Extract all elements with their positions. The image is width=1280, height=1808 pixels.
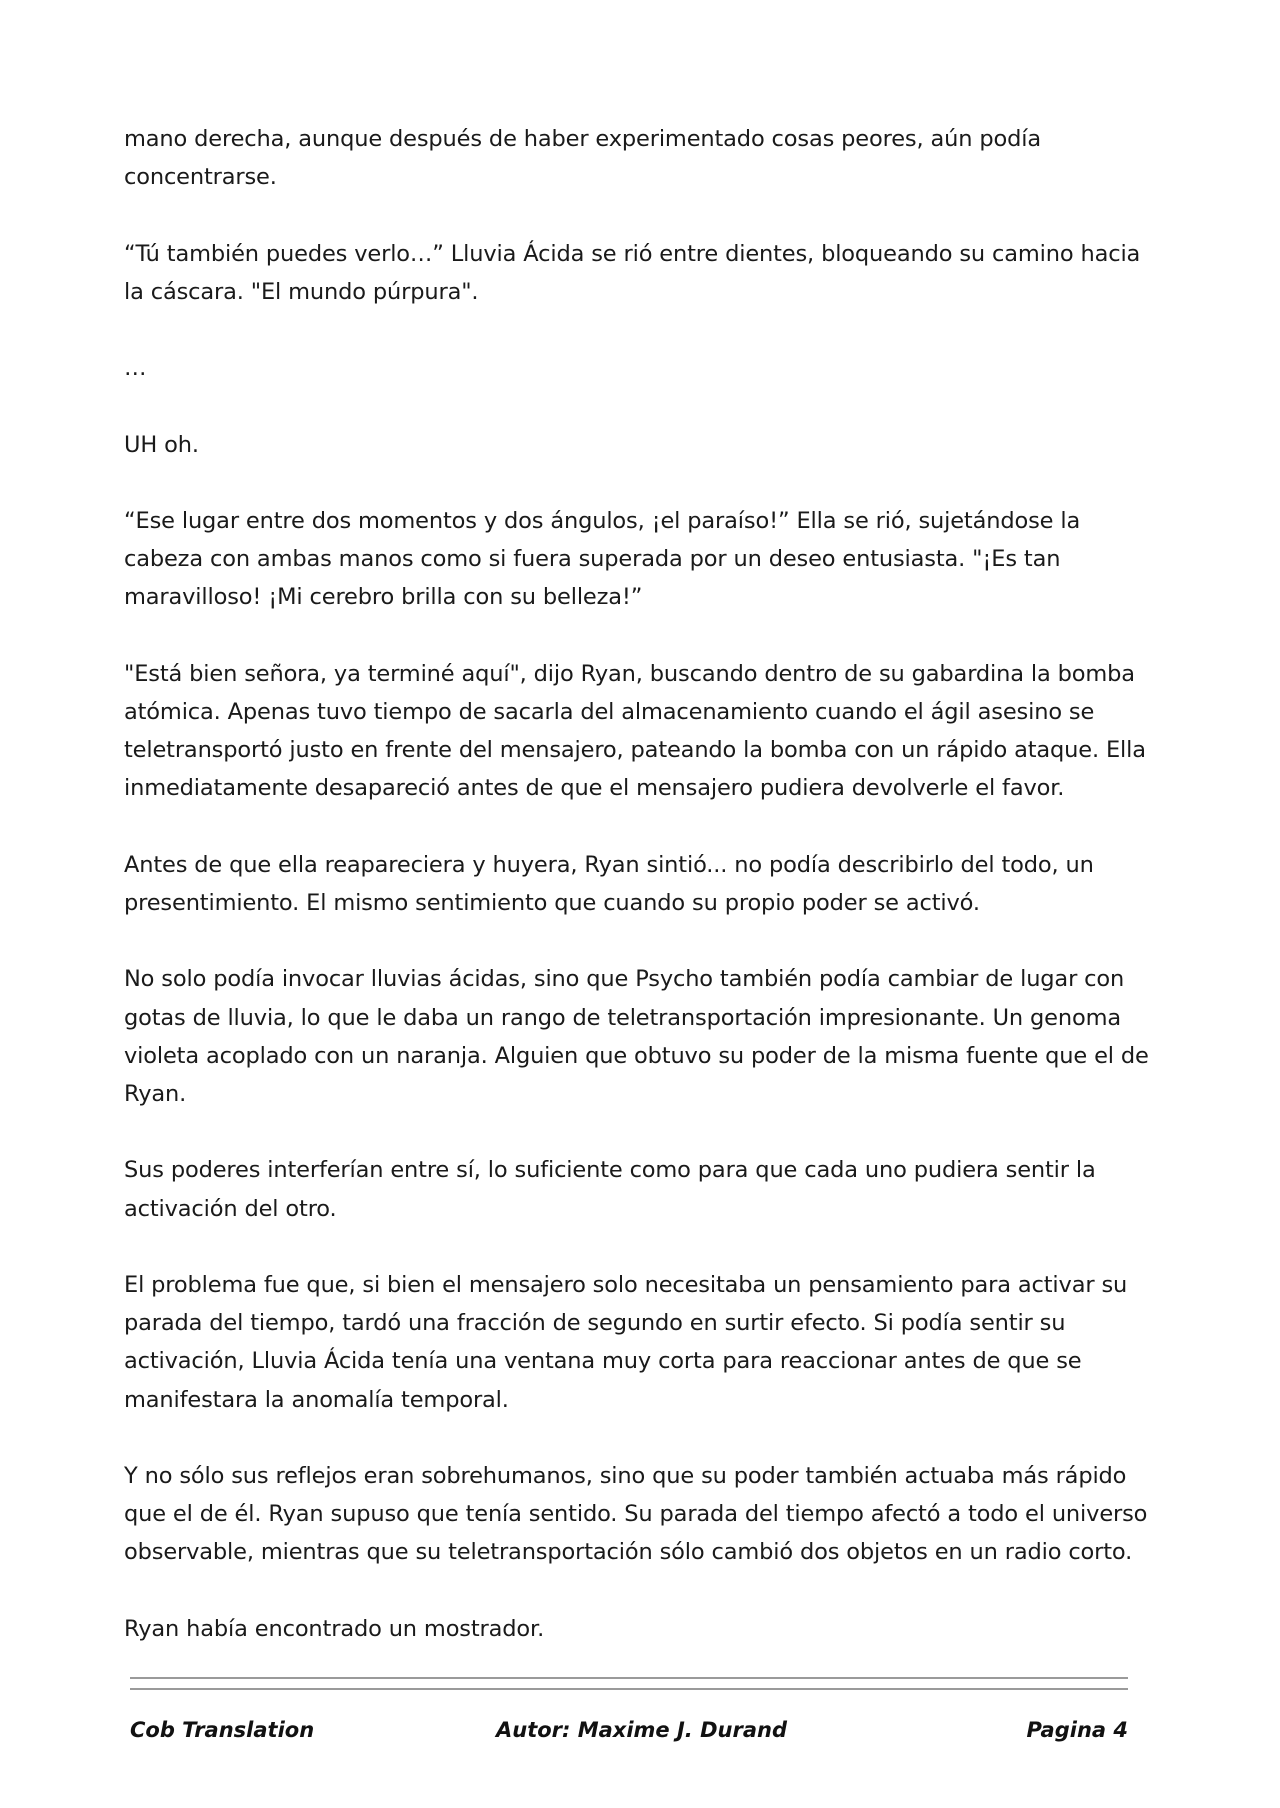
footer-author: Autor: Maxime J. Durand [496,1718,787,1742]
paragraph: El problema fue que, si bien el mensajero solo necesitaba un pensamiento para activar su parada del tiempo, tardó una fracción de segundo en surtir efecto. Si podía sentir su activación, Lluvia Ácida tenía una ventana muy corta para reaccionar antes de que se manifestara la anomalía temporal. [124,1271,1128,1413]
page-footer [130,1718,1128,1748]
body-text [124,120,1154,1686]
paragraph: … [124,355,147,382]
footer-divider-bottom [130,1688,1128,1690]
paragraph: “Tú también puedes verlo…” Lluvia Ácida se rió entre dientes, bloqueando su camino hacia la cáscara. "El mundo púrpura". [124,240,1141,305]
paragraph: "Está bien señora, ya terminé aquí", dijo Ryan, buscando dentro de su gabardina la bomba atómica. Apenas tuvo tiempo de sacarla del almacenamiento cuando el ágil asesino se teletransportó justo en frente del mensajero, pateando la bomba con un rápido ataque. Ella inmediatamente desapareció antes de que el mensajero pudiera devolverle el favor. [124,660,1146,802]
paragraph: Y no sólo sus reflejos eran sobrehumanos, sino que su poder también actuaba más rápido que el de él. Ryan supuso que tenía sentido. Su parada del tiempo afectó a todo el universo observable, mientras que su teletransportación sólo cambió dos objetos en un radio corto. [124,1462,1148,1566]
paragraph: Ryan había encontrado un mostrador. [124,1615,545,1642]
paragraph: Sus poderes interferían entre sí, lo suficiente como para que cada uno pudiera sentir la activación del otro. [124,1157,1096,1222]
paragraph: UH oh. [124,431,199,458]
footer-translator: Cob Translation [130,1718,315,1742]
footer-divider-top [130,1677,1128,1679]
footer-page-number: Pagina 4 [1026,1718,1128,1742]
paragraph: “Ese lugar entre dos momentos y dos ángulos, ¡el paraíso!” Ella se rió, sujetándose la cabeza con ambas manos como si fuera superada por un deseo entusiasta. "¡Es tan maravilloso! ¡Mi cerebro brilla con su belleza!” [124,507,1081,611]
paragraph: mano derecha, aunque después de haber experimentado cosas peores, aún podía concentrarse. [124,126,1041,191]
paragraph: Antes de que ella reapareciera y huyera, Ryan sintió... no podía describirlo del todo, un presentimiento. El mismo sentimiento que cuando su propio poder se activó. [124,851,1094,916]
paragraph: No solo podía invocar lluvias ácidas, sino que Psycho también podía cambiar de lugar con gotas de lluvia, lo que le daba un rango de teletransportación impresionante. Un genoma violeta acoplado con un naranja. Alguien que obtuvo su poder de la misma fuente que el de Ryan. [124,966,1149,1107]
